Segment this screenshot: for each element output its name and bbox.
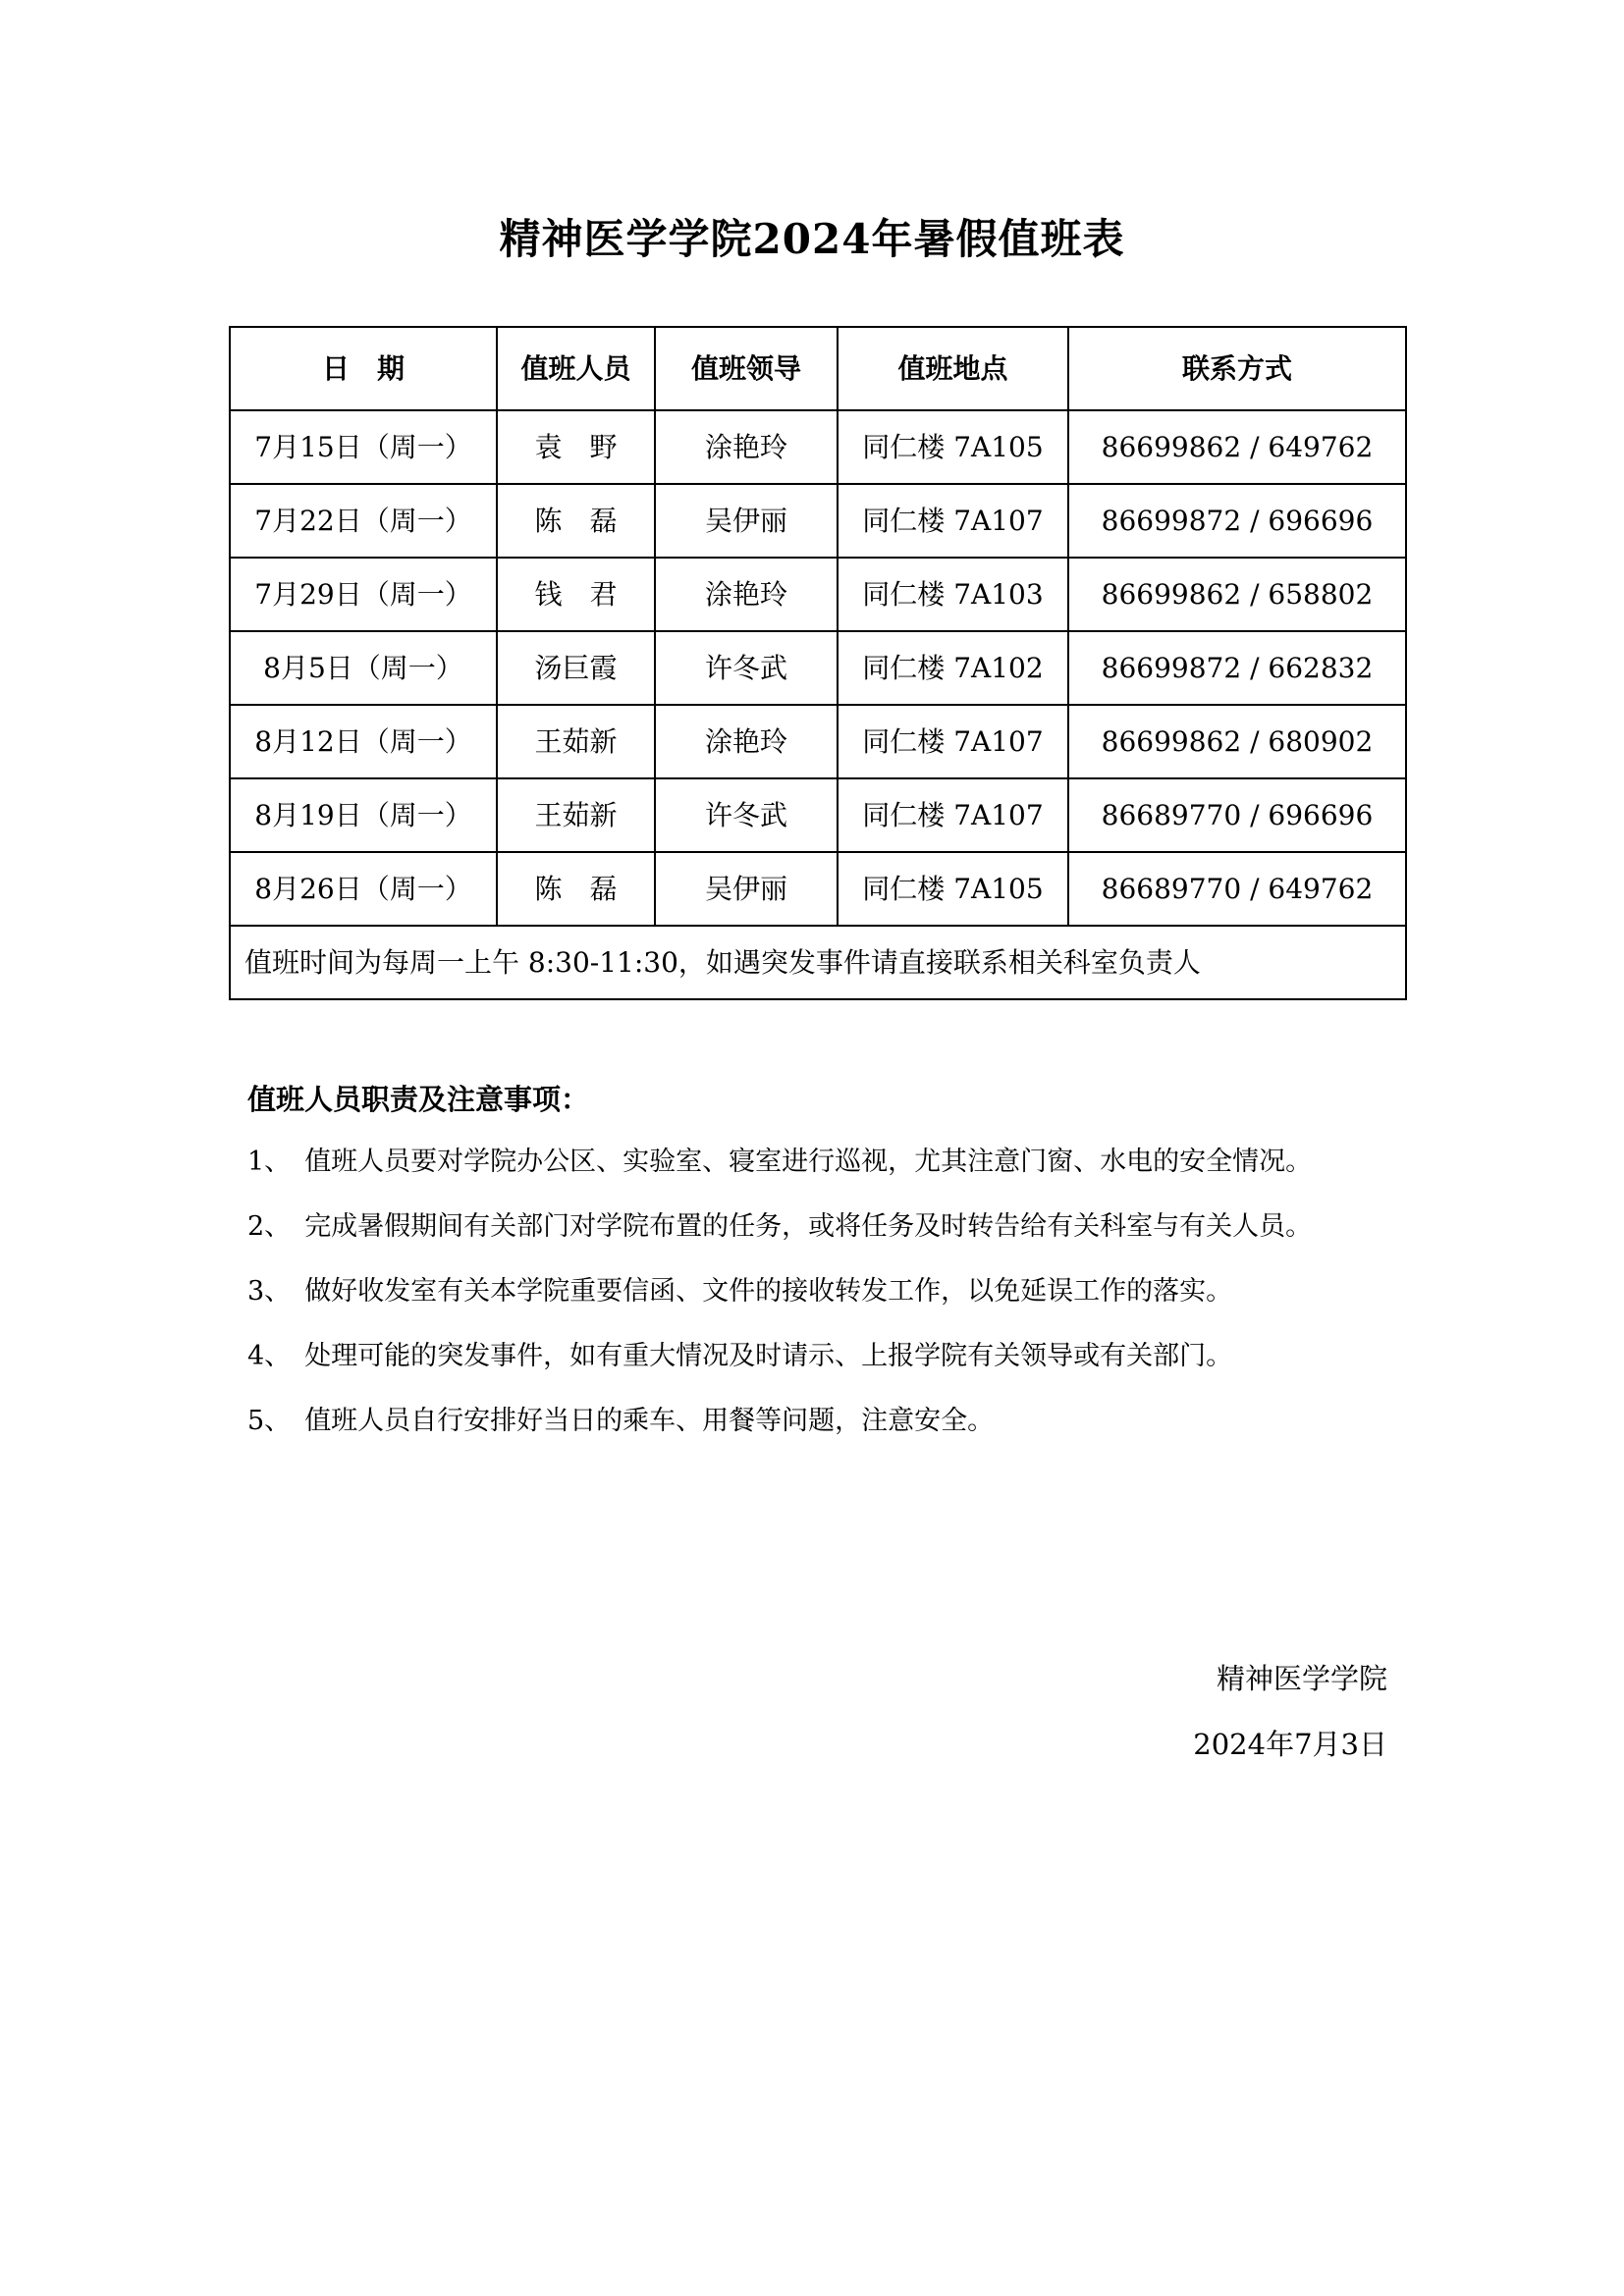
duties-heading: 值班人员职责及注意事项：: [247, 1083, 590, 1116]
cell-staff: 袁 野: [497, 410, 655, 484]
list-item-number: 4、: [247, 1341, 292, 1371]
cell-leader: 涂艳玲: [655, 558, 838, 631]
list-item-number: 1、: [247, 1147, 292, 1177]
table-row: [230, 778, 1406, 852]
list-item: [247, 1335, 1406, 1400]
cell-date: 7月22日（周一）: [230, 484, 497, 558]
list-item-text: 做好收发室有关本学院重要信函、文件的接收转发工作，以免延误工作的落实。: [304, 1276, 1233, 1307]
table-header-row: [230, 327, 1406, 410]
cell-location: 同仁楼 7A102: [838, 631, 1068, 705]
cell-location: 同仁楼 7A105: [838, 410, 1068, 484]
duties-list: [247, 1141, 1406, 1465]
cell-date: 7月15日（周一）: [230, 410, 497, 484]
table-row: [230, 558, 1406, 631]
list-item-text: 处理可能的突发事件，如有重大情况及时请示、上报学院有关领导或有关部门。: [304, 1341, 1233, 1371]
table-note-row: [230, 926, 1406, 999]
cell-contact: 86689770 / 649762: [1068, 852, 1406, 926]
list-item: [247, 1400, 1406, 1465]
header-location: 值班地点: [838, 327, 1068, 410]
cell-contact: 86699862 / 658802: [1068, 558, 1406, 631]
signature-organization: 精神医学学院: [1216, 1662, 1387, 1695]
cell-contact: 86699872 / 696696: [1068, 484, 1406, 558]
table-row: [230, 631, 1406, 705]
list-item-number: 2、: [247, 1211, 292, 1242]
cell-date: 7月29日（周一）: [230, 558, 497, 631]
cell-staff: 陈 磊: [497, 852, 655, 926]
list-item-number: 3、: [247, 1276, 292, 1307]
cell-date: 8月5日（周一）: [230, 631, 497, 705]
list-item-text: 值班人员要对学院办公区、实验室、寝室进行巡视，尤其注意门窗、水电的安全情况。: [304, 1147, 1313, 1177]
cell-date: 8月26日（周一）: [230, 852, 497, 926]
header-duty-leader: 值班领导: [655, 327, 838, 410]
list-item: [247, 1141, 1406, 1205]
cell-leader: 吴伊丽: [655, 484, 838, 558]
cell-staff: 汤巨霞: [497, 631, 655, 705]
cell-staff: 钱 君: [497, 558, 655, 631]
header-date: 日 期: [230, 327, 497, 410]
cell-contact: 86689770 / 696696: [1068, 778, 1406, 852]
table-row: [230, 705, 1406, 778]
list-item: [247, 1270, 1406, 1335]
table-row: [230, 852, 1406, 926]
page-title: 精神医学学院2024年暑假值班表: [499, 215, 1125, 263]
cell-location: 同仁楼 7A103: [838, 558, 1068, 631]
header-contact: 联系方式: [1068, 327, 1406, 410]
cell-location: 同仁楼 7A107: [838, 778, 1068, 852]
cell-leader: 涂艳玲: [655, 410, 838, 484]
header-duty-staff: 值班人员: [497, 327, 655, 410]
cell-leader: 吴伊丽: [655, 852, 838, 926]
cell-location: 同仁楼 7A105: [838, 852, 1068, 926]
cell-contact: 86699872 / 662832: [1068, 631, 1406, 705]
list-item-text: 完成暑假期间有关部门对学院布置的任务，或将任务及时转告给有关科室与有关人员。: [304, 1211, 1313, 1242]
cell-contact: 86699862 / 680902: [1068, 705, 1406, 778]
cell-staff: 陈 磊: [497, 484, 655, 558]
list-item: [247, 1205, 1406, 1270]
duty-schedule-table: [229, 326, 1407, 1000]
cell-leader: 许冬武: [655, 631, 838, 705]
cell-contact: 86699862 / 649762: [1068, 410, 1406, 484]
table-row: [230, 410, 1406, 484]
cell-date: 8月19日（周一）: [230, 778, 497, 852]
table-note: 值班时间为每周一上午 8:30-11:30，如遇突发事件请直接联系相关科室负责人: [230, 926, 1406, 999]
cell-date: 8月12日（周一）: [230, 705, 497, 778]
list-item-text: 值班人员自行安排好当日的乘车、用餐等问题，注意安全。: [304, 1406, 995, 1436]
cell-location: 同仁楼 7A107: [838, 705, 1068, 778]
cell-location: 同仁楼 7A107: [838, 484, 1068, 558]
cell-staff: 王茹新: [497, 778, 655, 852]
cell-staff: 王茹新: [497, 705, 655, 778]
cell-leader: 许冬武: [655, 778, 838, 852]
cell-leader: 涂艳玲: [655, 705, 838, 778]
table-row: [230, 484, 1406, 558]
list-item-number: 5、: [247, 1406, 292, 1436]
signature-date: 2024年7月3日: [1193, 1728, 1387, 1761]
